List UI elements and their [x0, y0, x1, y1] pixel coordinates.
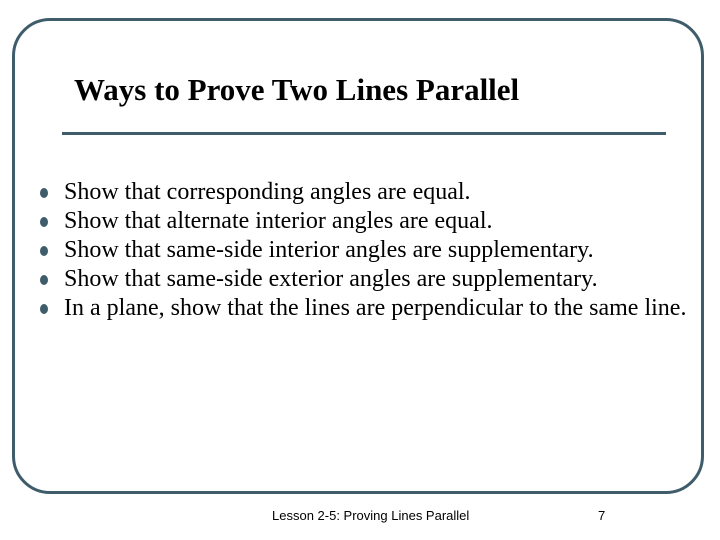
footer-lesson-title: Lesson 2-5: Proving Lines Parallel — [272, 508, 470, 523]
bullet-text: Show that corresponding angles are equal. — [64, 179, 471, 205]
bullet-text: Show that same-side interior angles are supplementary. — [64, 237, 594, 263]
bullet-dot-icon — [40, 246, 48, 256]
page-number: 7 — [598, 508, 606, 523]
bullet-dot-icon — [40, 217, 48, 227]
bullet-item — [30, 294, 690, 323]
bullet-list — [30, 178, 690, 323]
bullet-item — [30, 178, 690, 207]
bullet-item — [30, 265, 690, 294]
bullet-text: Show that alternate interior angles are equal. — [64, 208, 493, 234]
bullet-item — [30, 207, 690, 236]
bullet-text: In a plane, show that the lines are perpendicular to the same line. — [64, 295, 687, 321]
bullet-text: Show that same-side exterior angles are supplementary. — [64, 266, 598, 292]
bullet-dot-icon — [40, 304, 48, 314]
bullet-item — [30, 236, 690, 265]
slide-title: Ways to Prove Two Lines Parallel — [74, 72, 520, 107]
title-underline — [62, 132, 666, 135]
bullet-dot-icon — [40, 275, 48, 285]
bullet-dot-icon — [40, 188, 48, 198]
